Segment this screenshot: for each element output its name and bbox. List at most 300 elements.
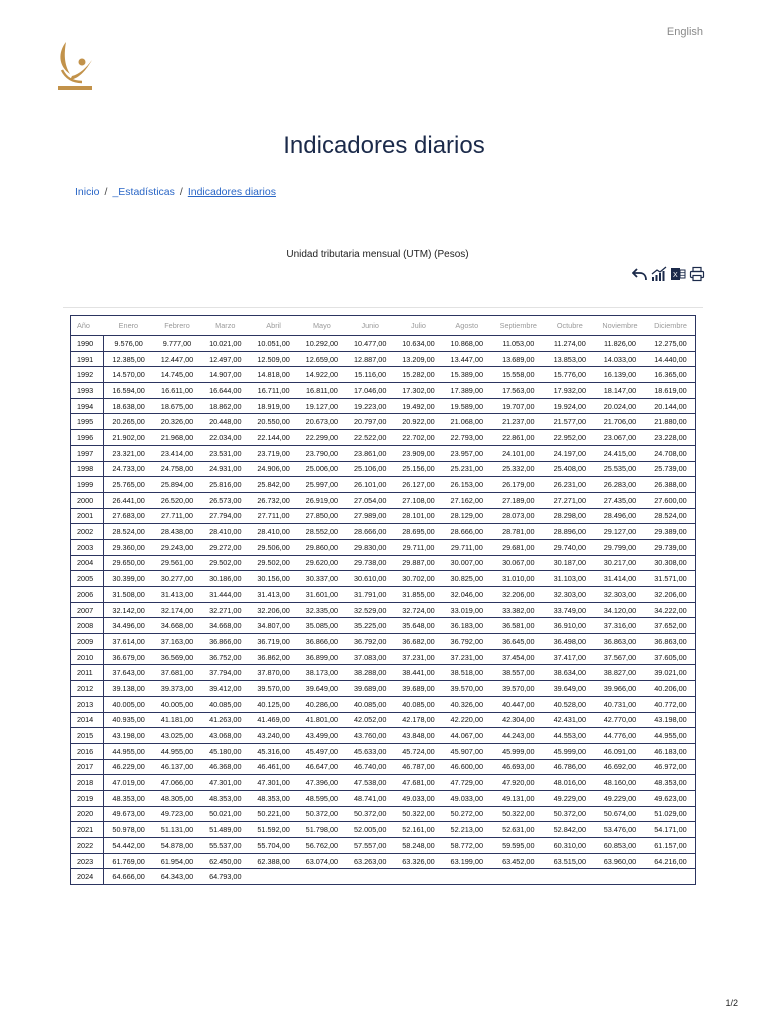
- value-cell: 21.968,00: [153, 430, 201, 446]
- value-cell: 44.955,00: [153, 743, 201, 759]
- value-cell: 27.600,00: [646, 492, 696, 508]
- year-cell: 2008: [71, 618, 104, 634]
- value-cell: 37.083,00: [346, 649, 394, 665]
- year-cell: 2011: [71, 665, 104, 681]
- value-cell: 48.353,00: [201, 790, 249, 806]
- value-cell: 25.739,00: [646, 461, 696, 477]
- value-cell: 45.633,00: [346, 743, 394, 759]
- value-cell: 46.461,00: [249, 759, 297, 775]
- value-cell: 17.302,00: [394, 383, 442, 399]
- value-cell: 46.972,00: [646, 759, 696, 775]
- value-cell: 50.978,00: [104, 822, 153, 838]
- value-cell: 23.067,00: [594, 430, 646, 446]
- value-cell: 32.174,00: [153, 602, 201, 618]
- value-cell: 37.316,00: [594, 618, 646, 634]
- column-header-month: Mayo: [298, 316, 346, 336]
- value-cell: 37.605,00: [646, 649, 696, 665]
- value-cell: 37.231,00: [443, 649, 491, 665]
- value-cell: 21.880,00: [646, 414, 696, 430]
- table-row: [71, 696, 696, 712]
- value-cell: 50.372,00: [346, 806, 394, 822]
- value-cell: 39.412,00: [201, 681, 249, 697]
- value-cell: 12.275,00: [646, 336, 696, 352]
- value-cell: 32.271,00: [201, 602, 249, 618]
- value-cell: 46.740,00: [346, 759, 394, 775]
- value-cell: 64.666,00: [104, 869, 153, 885]
- value-cell: 51.489,00: [201, 822, 249, 838]
- value-cell: 44.955,00: [646, 728, 696, 744]
- value-cell: 42.052,00: [346, 712, 394, 728]
- value-cell: 28.410,00: [201, 524, 249, 540]
- value-cell: 24.415,00: [594, 445, 646, 461]
- value-cell: 54.442,00: [104, 838, 153, 854]
- breadcrumb-home[interactable]: Inicio: [75, 186, 100, 198]
- value-cell: 18.147,00: [594, 383, 646, 399]
- value-cell: 46.787,00: [394, 759, 442, 775]
- value-cell: 46.229,00: [104, 759, 153, 775]
- value-cell: 55.704,00: [249, 838, 297, 854]
- value-cell: 49.131,00: [491, 790, 546, 806]
- value-cell: 63.199,00: [443, 853, 491, 869]
- value-cell: 13.209,00: [394, 351, 442, 367]
- value-cell: 31.010,00: [491, 571, 546, 587]
- value-cell: 37.231,00: [394, 649, 442, 665]
- value-cell: 41.181,00: [153, 712, 201, 728]
- value-cell: 20.550,00: [249, 414, 297, 430]
- value-cell: 11.053,00: [491, 336, 546, 352]
- value-cell: 15.116,00: [346, 367, 394, 383]
- value-cell: 31.414,00: [594, 571, 646, 587]
- value-cell: 52.842,00: [546, 822, 594, 838]
- value-cell: 19.589,00: [443, 398, 491, 414]
- value-cell: 30.007,00: [443, 555, 491, 571]
- value-cell: 46.368,00: [201, 759, 249, 775]
- value-cell: 18.638,00: [104, 398, 153, 414]
- value-cell: 28.666,00: [443, 524, 491, 540]
- value-cell: 29.681,00: [491, 539, 546, 555]
- table-row: [71, 681, 696, 697]
- value-cell: 63.515,00: [546, 853, 594, 869]
- logo-icon: [56, 40, 96, 96]
- column-header-month: Junio: [346, 316, 394, 336]
- value-cell: 42.220,00: [443, 712, 491, 728]
- value-cell: 34.496,00: [104, 618, 153, 634]
- value-cell: 24.708,00: [646, 445, 696, 461]
- value-cell: 27.162,00: [443, 492, 491, 508]
- value-cell: 32.335,00: [298, 602, 346, 618]
- value-cell: 29.740,00: [546, 539, 594, 555]
- value-cell: 28.438,00: [153, 524, 201, 540]
- value-cell: 32.303,00: [594, 587, 646, 603]
- excel-icon[interactable]: [670, 266, 686, 282]
- value-cell: 49.673,00: [104, 806, 153, 822]
- value-cell: 25.332,00: [491, 461, 546, 477]
- value-cell: 9.576,00: [104, 336, 153, 352]
- table-row: [71, 508, 696, 524]
- value-cell: 33.382,00: [491, 602, 546, 618]
- value-cell: 24.906,00: [249, 461, 297, 477]
- value-cell: 17.932,00: [546, 383, 594, 399]
- value-cell: 29.506,00: [249, 539, 297, 555]
- year-cell: 2003: [71, 539, 104, 555]
- value-cell: 21.237,00: [491, 414, 546, 430]
- table-row: [71, 367, 696, 383]
- value-cell: 19.223,00: [346, 398, 394, 414]
- value-cell: 38.557,00: [491, 665, 546, 681]
- column-header-month: Marzo: [201, 316, 249, 336]
- value-cell: 14.922,00: [298, 367, 346, 383]
- value-cell: 39.689,00: [394, 681, 442, 697]
- value-cell: 28.129,00: [443, 508, 491, 524]
- value-cell: 32.206,00: [491, 587, 546, 603]
- value-cell: 27.108,00: [394, 492, 442, 508]
- value-cell: 40.772,00: [646, 696, 696, 712]
- value-cell: 25.894,00: [153, 477, 201, 493]
- value-cell: 53.476,00: [594, 822, 646, 838]
- year-cell: 2007: [71, 602, 104, 618]
- year-cell: 1997: [71, 445, 104, 461]
- year-cell: 2021: [71, 822, 104, 838]
- value-cell: 45.497,00: [298, 743, 346, 759]
- table-row: [71, 430, 696, 446]
- table-row: [71, 759, 696, 775]
- value-cell: 57.557,00: [346, 838, 394, 854]
- table-body: [71, 336, 696, 885]
- value-cell: [646, 869, 696, 885]
- value-cell: 63.326,00: [394, 853, 442, 869]
- value-cell: 29.711,00: [394, 539, 442, 555]
- column-header-month: Septiembre: [491, 316, 546, 336]
- language-link[interactable]: English: [666, 26, 703, 38]
- value-cell: 50.322,00: [491, 806, 546, 822]
- value-cell: 30.217,00: [594, 555, 646, 571]
- value-cell: 30.399,00: [104, 571, 153, 587]
- value-cell: 20.144,00: [646, 398, 696, 414]
- value-cell: 44.243,00: [491, 728, 546, 744]
- value-cell: 47.019,00: [104, 775, 153, 791]
- value-cell: 37.643,00: [104, 665, 153, 681]
- value-cell: 29.272,00: [201, 539, 249, 555]
- value-cell: 36.682,00: [394, 634, 442, 650]
- value-cell: 48.353,00: [249, 790, 297, 806]
- value-cell: 41.469,00: [249, 712, 297, 728]
- table-row: [71, 728, 696, 744]
- value-cell: 22.034,00: [201, 430, 249, 446]
- value-cell: 25.006,00: [298, 461, 346, 477]
- value-cell: 49.623,00: [646, 790, 696, 806]
- value-cell: 11.826,00: [594, 336, 646, 352]
- value-cell: 47.301,00: [201, 775, 249, 791]
- value-cell: 30.156,00: [249, 571, 297, 587]
- year-cell: 2020: [71, 806, 104, 822]
- value-cell: 42.178,00: [394, 712, 442, 728]
- value-cell: 41.801,00: [298, 712, 346, 728]
- value-cell: 30.187,00: [546, 555, 594, 571]
- value-cell: 60.853,00: [594, 838, 646, 854]
- value-cell: 29.127,00: [594, 524, 646, 540]
- value-cell: [491, 869, 546, 885]
- value-cell: 19.924,00: [546, 398, 594, 414]
- year-cell: 2012: [71, 681, 104, 697]
- value-cell: 23.957,00: [443, 445, 491, 461]
- value-cell: 29.650,00: [104, 555, 153, 571]
- value-cell: 32.724,00: [394, 602, 442, 618]
- value-cell: 31.444,00: [201, 587, 249, 603]
- value-cell: 18.862,00: [201, 398, 249, 414]
- value-cell: 24.931,00: [201, 461, 249, 477]
- value-cell: 37.794,00: [201, 665, 249, 681]
- value-cell: [394, 869, 442, 885]
- value-cell: 49.033,00: [394, 790, 442, 806]
- value-cell: 36.679,00: [104, 649, 153, 665]
- value-cell: 44.067,00: [443, 728, 491, 744]
- value-cell: 50.372,00: [546, 806, 594, 822]
- value-cell: 14.033,00: [594, 351, 646, 367]
- value-cell: 46.137,00: [153, 759, 201, 775]
- year-cell: 2013: [71, 696, 104, 712]
- value-cell: 49.723,00: [153, 806, 201, 822]
- value-cell: 12.497,00: [201, 351, 249, 367]
- table-row: [71, 336, 696, 352]
- value-cell: 38.173,00: [298, 665, 346, 681]
- value-cell: 38.827,00: [594, 665, 646, 681]
- value-cell: 25.408,00: [546, 461, 594, 477]
- value-cell: 37.567,00: [594, 649, 646, 665]
- year-cell: 2000: [71, 492, 104, 508]
- value-cell: 46.183,00: [646, 743, 696, 759]
- value-cell: 39.966,00: [594, 681, 646, 697]
- page-title: Indicadores diarios: [283, 132, 485, 159]
- value-cell: 48.595,00: [298, 790, 346, 806]
- value-cell: 22.702,00: [394, 430, 442, 446]
- value-cell: 30.825,00: [443, 571, 491, 587]
- value-cell: 43.198,00: [104, 728, 153, 744]
- value-cell: 23.531,00: [201, 445, 249, 461]
- year-cell: 1996: [71, 430, 104, 446]
- column-header-month: Febrero: [153, 316, 201, 336]
- table-row: [71, 665, 696, 681]
- value-cell: 37.614,00: [104, 634, 153, 650]
- value-cell: 20.797,00: [346, 414, 394, 430]
- value-cell: 27.435,00: [594, 492, 646, 508]
- value-cell: 27.683,00: [104, 508, 153, 524]
- year-cell: 2001: [71, 508, 104, 524]
- value-cell: 30.308,00: [646, 555, 696, 571]
- value-cell: 16.365,00: [646, 367, 696, 383]
- value-cell: 45.724,00: [394, 743, 442, 759]
- value-cell: 52.161,00: [394, 822, 442, 838]
- value-cell: 40.085,00: [346, 696, 394, 712]
- value-cell: 25.231,00: [443, 461, 491, 477]
- table-row: [71, 492, 696, 508]
- value-cell: 58.248,00: [394, 838, 442, 854]
- value-cell: 50.322,00: [394, 806, 442, 822]
- value-cell: 31.791,00: [346, 587, 394, 603]
- value-cell: 63.074,00: [298, 853, 346, 869]
- value-cell: 16.139,00: [594, 367, 646, 383]
- value-cell: 12.385,00: [104, 351, 153, 367]
- value-cell: 23.719,00: [249, 445, 297, 461]
- breadcrumb-separator: /: [104, 186, 108, 198]
- value-cell: 38.288,00: [346, 665, 394, 681]
- value-cell: 31.601,00: [298, 587, 346, 603]
- column-header-month: Octubre: [546, 316, 594, 336]
- value-cell: 27.271,00: [546, 492, 594, 508]
- value-cell: 41.263,00: [201, 712, 249, 728]
- value-cell: 49.229,00: [594, 790, 646, 806]
- value-cell: 26.127,00: [394, 477, 442, 493]
- column-header-month: Julio: [394, 316, 442, 336]
- value-cell: 48.160,00: [594, 775, 646, 791]
- table-row: [71, 383, 696, 399]
- value-cell: 28.101,00: [394, 508, 442, 524]
- value-cell: 20.922,00: [394, 414, 442, 430]
- column-header-month: Noviembre: [594, 316, 646, 336]
- value-cell: 54.878,00: [153, 838, 201, 854]
- value-cell: 29.711,00: [443, 539, 491, 555]
- value-cell: 38.518,00: [443, 665, 491, 681]
- value-cell: 25.816,00: [201, 477, 249, 493]
- year-cell: 1990: [71, 336, 104, 352]
- year-cell: 2022: [71, 838, 104, 854]
- value-cell: 50.021,00: [201, 806, 249, 822]
- print-icon[interactable]: [689, 266, 705, 282]
- value-cell: 47.538,00: [346, 775, 394, 791]
- column-header-month: Diciembre: [646, 316, 696, 336]
- logo[interactable]: [56, 40, 96, 96]
- value-cell: 44.776,00: [594, 728, 646, 744]
- value-cell: 40.935,00: [104, 712, 153, 728]
- value-cell: 25.535,00: [594, 461, 646, 477]
- value-cell: 22.861,00: [491, 430, 546, 446]
- table-row: [71, 477, 696, 493]
- value-cell: 48.741,00: [346, 790, 394, 806]
- value-cell: 26.441,00: [104, 492, 153, 508]
- value-cell: 61.954,00: [153, 853, 201, 869]
- value-cell: 36.866,00: [201, 634, 249, 650]
- value-cell: 35.085,00: [298, 618, 346, 634]
- value-cell: 39.689,00: [346, 681, 394, 697]
- value-cell: 47.920,00: [491, 775, 546, 791]
- value-cell: 50.372,00: [298, 806, 346, 822]
- value-cell: 26.101,00: [346, 477, 394, 493]
- table-row: [71, 539, 696, 555]
- value-cell: 21.902,00: [104, 430, 153, 446]
- value-cell: 40.085,00: [201, 696, 249, 712]
- value-cell: 40.085,00: [394, 696, 442, 712]
- value-cell: 45.999,00: [546, 743, 594, 759]
- value-cell: 36.719,00: [249, 634, 297, 650]
- value-cell: 44.955,00: [104, 743, 153, 759]
- table-header-row: [71, 316, 696, 336]
- value-cell: 27.794,00: [201, 508, 249, 524]
- value-cell: 28.695,00: [394, 524, 442, 540]
- table-row: [71, 398, 696, 414]
- value-cell: 40.125,00: [249, 696, 297, 712]
- value-cell: 36.581,00: [491, 618, 546, 634]
- value-cell: 24.733,00: [104, 461, 153, 477]
- year-cell: 1994: [71, 398, 104, 414]
- column-header-month: Agosto: [443, 316, 491, 336]
- value-cell: 23.414,00: [153, 445, 201, 461]
- utm-table: [70, 315, 696, 885]
- table-row: [71, 790, 696, 806]
- year-cell: 2006: [71, 587, 104, 603]
- value-cell: 22.522,00: [346, 430, 394, 446]
- value-cell: 21.706,00: [594, 414, 646, 430]
- value-cell: 28.781,00: [491, 524, 546, 540]
- value-cell: 25.842,00: [249, 477, 297, 493]
- value-cell: 16.594,00: [104, 383, 153, 399]
- value-cell: 15.282,00: [394, 367, 442, 383]
- value-cell: 36.866,00: [298, 634, 346, 650]
- breadcrumb: [75, 186, 276, 198]
- value-cell: 42.304,00: [491, 712, 546, 728]
- value-cell: 39.570,00: [249, 681, 297, 697]
- value-cell: 17.389,00: [443, 383, 491, 399]
- breadcrumb-current[interactable]: Indicadores diarios: [187, 186, 276, 198]
- table-row: [71, 587, 696, 603]
- value-cell: 32.206,00: [646, 587, 696, 603]
- value-cell: 14.570,00: [104, 367, 153, 383]
- value-cell: 33.749,00: [546, 602, 594, 618]
- value-cell: 29.620,00: [298, 555, 346, 571]
- value-cell: 63.452,00: [491, 853, 546, 869]
- value-cell: 24.197,00: [546, 445, 594, 461]
- value-cell: [249, 869, 297, 885]
- chart-icon[interactable]: [651, 266, 667, 282]
- breadcrumb-section[interactable]: _Estadísticas: [112, 186, 175, 198]
- value-cell: 29.243,00: [153, 539, 201, 555]
- svg-text:X: X: [673, 272, 678, 279]
- value-cell: 45.180,00: [201, 743, 249, 759]
- value-cell: 47.301,00: [249, 775, 297, 791]
- value-cell: 37.417,00: [546, 649, 594, 665]
- value-cell: 26.153,00: [443, 477, 491, 493]
- value-cell: 37.454,00: [491, 649, 546, 665]
- value-cell: 19.707,00: [491, 398, 546, 414]
- value-cell: 40.286,00: [298, 696, 346, 712]
- year-cell: 2005: [71, 571, 104, 587]
- value-cell: 36.862,00: [249, 649, 297, 665]
- year-cell: 2014: [71, 712, 104, 728]
- value-cell: 12.447,00: [153, 351, 201, 367]
- value-cell: 36.863,00: [594, 634, 646, 650]
- value-cell: 46.091,00: [594, 743, 646, 759]
- value-cell: 61.769,00: [104, 853, 153, 869]
- page-indicator: 1/2: [725, 998, 738, 1008]
- value-cell: 36.183,00: [443, 618, 491, 634]
- year-cell: 2019: [71, 790, 104, 806]
- value-cell: 15.558,00: [491, 367, 546, 383]
- value-cell: 58.772,00: [443, 838, 491, 854]
- value-cell: 25.106,00: [346, 461, 394, 477]
- value-cell: 47.396,00: [298, 775, 346, 791]
- value-cell: 29.360,00: [104, 539, 153, 555]
- value-cell: 46.693,00: [491, 759, 546, 775]
- value-cell: 18.675,00: [153, 398, 201, 414]
- value-cell: 29.799,00: [594, 539, 646, 555]
- value-cell: 18.919,00: [249, 398, 297, 414]
- undo-icon[interactable]: [632, 266, 648, 282]
- value-cell: 36.863,00: [646, 634, 696, 650]
- value-cell: 33.019,00: [443, 602, 491, 618]
- table-row: [71, 445, 696, 461]
- value-cell: 46.600,00: [443, 759, 491, 775]
- value-cell: 31.855,00: [394, 587, 442, 603]
- value-cell: 10.051,00: [249, 336, 297, 352]
- value-cell: 32.206,00: [249, 602, 297, 618]
